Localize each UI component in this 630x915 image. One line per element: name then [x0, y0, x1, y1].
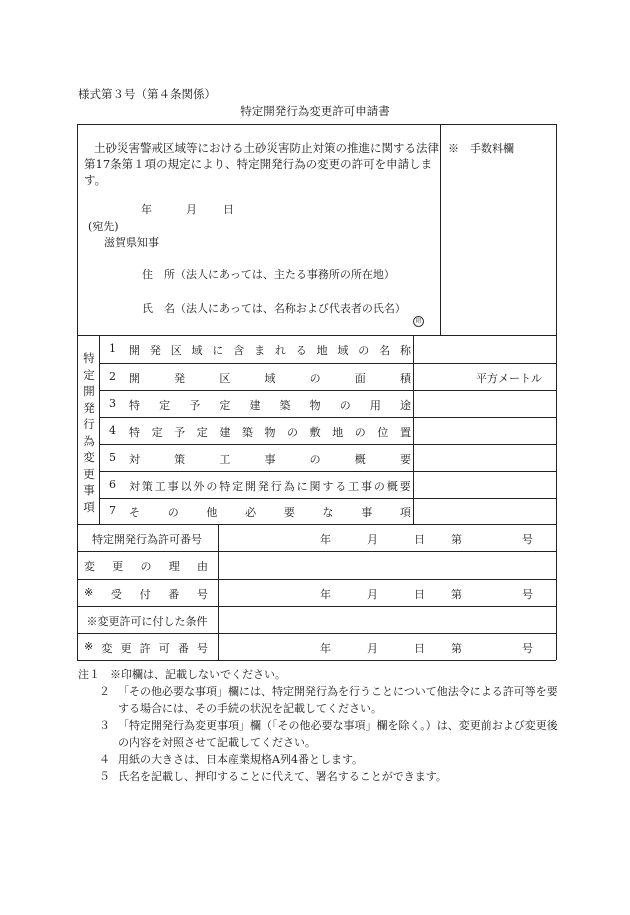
table-rule	[77, 660, 556, 661]
table-rule	[77, 579, 556, 580]
area-unit-label: 平方メートル	[476, 372, 542, 385]
change-item-label: そ の 他 必 要 な 事 項	[129, 506, 411, 519]
heading-char: 為	[83, 433, 95, 448]
note-number: ２	[99, 685, 110, 698]
notes-section	[78, 666, 558, 785]
heading-char: 行	[83, 417, 95, 431]
date-month-label: 月	[186, 203, 197, 216]
note-text: 用紙の大きさは、日本産業規格A列4番とします。	[118, 753, 364, 766]
table-rule	[77, 551, 556, 552]
change-item-label: 特 定 予 定 建 築 物 の 用 途	[129, 399, 411, 412]
date-field-label: 年	[320, 642, 331, 655]
change-item-row	[109, 370, 411, 386]
date-field-label: 号	[522, 533, 533, 546]
note-text: 「その他必要な事項」欄には、特定開発行為を行うことについて他法令による許可等を要する場合には、その手続の状況を記載してください。	[118, 685, 558, 715]
heading-char: 更	[83, 466, 95, 481]
table-rule	[440, 124, 441, 335]
change-item-label: 対 策 工 事 の 概 要	[129, 453, 411, 466]
table-rule	[77, 633, 556, 634]
table-rule	[413, 335, 414, 524]
change-item-number: 2	[109, 370, 116, 383]
date-year-label: 年	[141, 203, 152, 216]
date-field-label: 第	[451, 533, 462, 546]
table-rule	[77, 606, 556, 607]
bottom-row-label: 特定開発行為許可番号	[92, 533, 202, 546]
table-rule	[99, 444, 556, 445]
date-field-label: 号	[522, 588, 533, 601]
date-field-label: 日	[414, 533, 425, 546]
seal-mark-icon: 印	[413, 316, 424, 327]
change-item-row	[109, 478, 411, 494]
note-item	[78, 683, 558, 717]
note-text: 氏名を記載し、押印することに代えて、署名することができます。	[118, 770, 447, 783]
change-item-label: 開 発 区 域 に 含 ま れ る 地 域 の 名 称	[129, 344, 411, 357]
change-item-row	[109, 397, 411, 413]
date-field-label: 月	[367, 533, 378, 546]
application-statement	[84, 140, 440, 188]
document-title: 特定開発行為変更許可申請書	[240, 104, 390, 118]
note-number: ５	[99, 770, 110, 783]
application-date	[141, 201, 234, 217]
note-item	[78, 768, 558, 785]
addressee-label: (宛先)	[88, 220, 119, 233]
change-item-number: 3	[109, 397, 116, 410]
date-field-label: 年	[320, 588, 331, 601]
application-statement-text: 土砂災害警戒区域等における土砂災害防止対策の推進に関する法律第17条第１項の規定により、特定開発行為の変更の許可を申請します。	[84, 141, 439, 187]
bottom-row-label: ※ 変 更 許 可 番 号	[84, 640, 208, 655]
change-item-number: 1	[109, 342, 116, 355]
table-rule	[99, 363, 556, 364]
change-item-number: 4	[109, 424, 116, 437]
table-rule	[77, 335, 556, 336]
form-number-label: 様式第３号（第４条関係）	[78, 87, 216, 101]
note-item	[78, 751, 558, 768]
date-field-label: 月	[367, 588, 378, 601]
table-rule	[77, 124, 556, 125]
date-day-label: 日	[223, 203, 234, 216]
change-item-number: 7	[109, 504, 116, 517]
heading-char: 項	[83, 499, 95, 514]
change-item-number: 6	[109, 478, 116, 491]
change-item-row	[109, 504, 411, 520]
note-number: ４	[99, 753, 110, 766]
addressee-governor: 滋賀県知事	[104, 236, 159, 249]
change-item-label: 開 発 区 域 の 面 積	[129, 372, 411, 385]
change-item-number: 5	[109, 451, 116, 464]
date-field-label: 日	[414, 642, 425, 655]
date-field-label: 第	[451, 588, 462, 601]
change-item-row	[109, 451, 411, 467]
note-item	[78, 666, 558, 683]
note-text: 「特定開発行為変更事項」欄（「その他必要な事項」欄を除く。）は、変更前および変更後の内容を対照させて記載してください。	[118, 719, 558, 749]
bottom-row-label: ※ 受 付 番 号	[84, 586, 208, 601]
change-item-label: 対 策 工 事 以 外 の 特 定 開 発 行 為 に 関 す る 工 事 の 概 要	[129, 480, 411, 493]
heading-char: 発	[83, 400, 95, 415]
heading-char: 特	[83, 351, 95, 365]
heading-char: 事	[83, 483, 95, 497]
table-rule	[218, 524, 219, 660]
heading-char: 定	[83, 367, 95, 382]
bottom-row-label: 変 更 の 理 由	[84, 560, 208, 573]
table-rule	[556, 124, 557, 660]
date-field-label: 第	[451, 642, 462, 655]
heading-char: 変	[83, 450, 95, 464]
table-rule	[77, 524, 556, 525]
change-item-row	[109, 342, 411, 358]
note-number: ３	[99, 719, 110, 732]
note-number: 注１	[78, 668, 100, 681]
change-item-label: 特 定 予 定 建 築 物 の 敷 地 の 位 置	[129, 426, 411, 439]
table-rule	[99, 471, 556, 472]
name-label: 氏 名（法人にあっては、名称および代表者の氏名）	[142, 302, 406, 315]
note-item	[78, 717, 558, 751]
bottom-row-label: ※変更許可に付した条件	[86, 615, 208, 628]
heading-char: 開	[83, 384, 95, 398]
change-item-row	[109, 424, 411, 440]
change-items-heading	[82, 350, 96, 515]
fee-field-label: ※ 手数料欄	[448, 142, 514, 155]
table-rule	[99, 335, 100, 524]
table-rule	[99, 417, 556, 418]
date-field-label: 月	[367, 642, 378, 655]
note-text: ※印欄は、記載しないでください。	[110, 668, 286, 681]
table-rule	[99, 390, 556, 391]
date-field-label: 年	[320, 533, 331, 546]
address-label: 住 所（法人にあっては、主たる事務所の所在地）	[142, 268, 395, 281]
date-field-label: 日	[414, 588, 425, 601]
table-rule	[99, 498, 556, 499]
date-field-label: 号	[522, 642, 533, 655]
